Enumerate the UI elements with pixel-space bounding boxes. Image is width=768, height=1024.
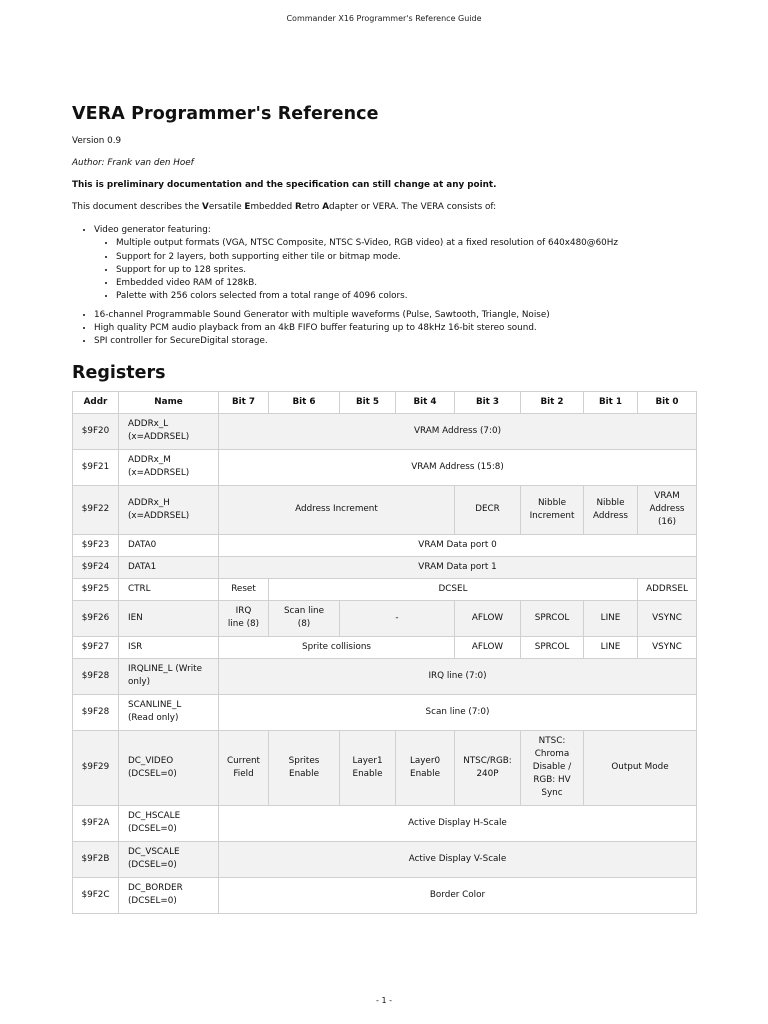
register-address: $9F27 xyxy=(73,636,119,658)
column-header: Bit 6 xyxy=(269,391,340,413)
bit-field-cell: DECR xyxy=(455,485,521,534)
register-address: $9F2C xyxy=(73,877,119,913)
column-header: Bit 3 xyxy=(455,391,521,413)
bit-field-cell: Sprites Enable xyxy=(269,730,340,805)
bit-field-cell: IRQ line (8) xyxy=(219,600,269,636)
register-address: $9F29 xyxy=(73,730,119,805)
column-header: Addr xyxy=(73,391,119,413)
bit-field-cell: Sprite collisions xyxy=(219,636,455,658)
column-header: Bit 4 xyxy=(396,391,455,413)
page-number: - 1 - xyxy=(376,996,392,1005)
table-header-row xyxy=(73,391,697,413)
list-item: • Palette with 256 colors selected from a total range of 4096 colors. xyxy=(116,290,696,303)
bit-field-cell: Border Color xyxy=(219,877,697,913)
bit-field-cell: LINE xyxy=(584,636,638,658)
bit-field-cell: VRAM Address (15:8) xyxy=(219,449,697,485)
bit-field-cell: Scan line (8) xyxy=(269,600,340,636)
table-row xyxy=(73,556,697,578)
bit-field-cell: Layer0 Enable xyxy=(396,730,455,805)
register-name: ADDRx_M (x=ADDRSEL) xyxy=(119,449,219,485)
list-item: • High quality PCM audio playback from an 4kB FIFO buffer featuring up to 48kHz 16-bit stereo sound. xyxy=(94,322,696,335)
table-row xyxy=(73,841,697,877)
document-body xyxy=(72,104,696,914)
table-row xyxy=(73,600,697,636)
list-item: • Support for up to 128 sprites. xyxy=(116,264,696,277)
register-address: $9F26 xyxy=(73,600,119,636)
bit-field-cell: Output Mode xyxy=(584,730,697,805)
table-row xyxy=(73,534,697,556)
bit-field-cell: AFLOW xyxy=(455,600,521,636)
bit-field-cell: Nibble Increment xyxy=(521,485,584,534)
feature-list xyxy=(72,224,696,349)
register-address: $9F22 xyxy=(73,485,119,534)
running-header: Commander X16 Programmer's Reference Guide xyxy=(286,14,482,23)
table-row xyxy=(73,449,697,485)
bit-field-cell: LINE xyxy=(584,600,638,636)
bit-field-cell: Reset xyxy=(219,578,269,600)
list-item: • Video generator featuring: • Multiple output formats (VGA, NTSC Composite, NTSC S-Video, RGB video) at a fixed resolution of 640x480@60Hz • Support for 2 layers, both supporting either tile or bitmap mode. • Support for up to 128 sprites. • Embedded video RAM of 128kB. • Palette with 256 colors selected from a total range of 4096 colors. xyxy=(94,224,696,309)
bit-field-cell: NTSC/RGB: 240P xyxy=(455,730,521,805)
bit-field-cell: VRAM Data port 1 xyxy=(219,556,697,578)
bit-field-cell: Current Field xyxy=(219,730,269,805)
table-row xyxy=(73,805,697,841)
bit-field-cell: VSYNC xyxy=(638,636,697,658)
registers-heading: Registers xyxy=(72,362,166,383)
registers-table xyxy=(72,391,697,914)
bit-field-cell: - xyxy=(340,600,455,636)
table-row xyxy=(73,730,697,805)
intro-paragraph: This document describes the Versatile Embedded Retro Adapter or VERA. The VERA consists of: xyxy=(72,202,497,212)
bit-field-cell: IRQ line (7:0) xyxy=(219,658,697,694)
bit-field-cell: DCSEL xyxy=(269,578,638,600)
register-address: $9F2B xyxy=(73,841,119,877)
bit-field-cell: SPRCOL xyxy=(521,600,584,636)
bit-field-cell: VRAM Data port 0 xyxy=(219,534,697,556)
register-name: CTRL xyxy=(119,578,219,600)
register-name: DATA0 xyxy=(119,534,219,556)
register-name: SCANLINE_L (Read only) xyxy=(119,694,219,730)
list-item: • Multiple output formats (VGA, NTSC Composite, NTSC S-Video, RGB video) at a fixed resolution of 640x480@60Hz xyxy=(116,237,696,250)
register-name: ADDRx_L (x=ADDRSEL) xyxy=(119,413,219,449)
table-row xyxy=(73,578,697,600)
register-name: ADDRx_H (x=ADDRSEL) xyxy=(119,485,219,534)
list-item: • SPI controller for SecureDigital storage. xyxy=(94,335,696,348)
register-address: $9F24 xyxy=(73,556,119,578)
register-name: DC_HSCALE (DCSEL=0) xyxy=(119,805,219,841)
bit-field-cell: SPRCOL xyxy=(521,636,584,658)
bit-field-cell: NTSC: Chroma Disable / RGB: HV Sync xyxy=(521,730,584,805)
video-feature-sublist xyxy=(94,237,696,303)
column-header: Bit 1 xyxy=(584,391,638,413)
list-item: • 16-channel Programmable Sound Generator with multiple waveforms (Pulse, Sawtooth, Triangle, Noise) xyxy=(94,309,696,322)
list-item: • Support for 2 layers, both supporting either tile or bitmap mode. xyxy=(116,251,696,264)
register-name: DC_VSCALE (DCSEL=0) xyxy=(119,841,219,877)
table-row xyxy=(73,413,697,449)
bit-field-cell: Address Increment xyxy=(219,485,455,534)
bit-field-cell: Scan line (7:0) xyxy=(219,694,697,730)
bit-field-cell: ADDRSEL xyxy=(638,578,697,600)
table-row xyxy=(73,658,697,694)
bit-field-cell: Active Display H-Scale xyxy=(219,805,697,841)
column-header: Bit 0 xyxy=(638,391,697,413)
register-address: $9F20 xyxy=(73,413,119,449)
author-text: Author: Frank van den Hoef xyxy=(72,158,194,168)
column-header: Bit 2 xyxy=(521,391,584,413)
list-item: • Embedded video RAM of 128kB. xyxy=(116,277,696,290)
register-name: DC_BORDER (DCSEL=0) xyxy=(119,877,219,913)
disclaimer-text: This is preliminary documentation and the specification can still change at any point. xyxy=(72,180,497,190)
bit-field-cell: VSYNC xyxy=(638,600,697,636)
page-title: VERA Programmer's Reference xyxy=(72,104,379,124)
register-address: $9F2A xyxy=(73,805,119,841)
register-address: $9F25 xyxy=(73,578,119,600)
bit-field-cell: AFLOW xyxy=(455,636,521,658)
bit-field-cell: VRAM Address (16) xyxy=(638,485,697,534)
bit-field-cell: Active Display V-Scale xyxy=(219,841,697,877)
bit-field-cell: Nibble Address xyxy=(584,485,638,534)
table-row xyxy=(73,636,697,658)
column-header: Bit 7 xyxy=(219,391,269,413)
table-row xyxy=(73,694,697,730)
register-address: $9F23 xyxy=(73,534,119,556)
register-name: IRQLINE_L (Write only) xyxy=(119,658,219,694)
register-name: DC_VIDEO (DCSEL=0) xyxy=(119,730,219,805)
bit-field-cell: VRAM Address (7:0) xyxy=(219,413,697,449)
version-text: Version 0.9 xyxy=(72,136,122,146)
register-name: IEN xyxy=(119,600,219,636)
register-address: $9F28 xyxy=(73,658,119,694)
register-address: $9F28 xyxy=(73,694,119,730)
column-header: Bit 5 xyxy=(340,391,396,413)
register-name: ISR xyxy=(119,636,219,658)
column-header: Name xyxy=(119,391,219,413)
table-row xyxy=(73,877,697,913)
register-address: $9F21 xyxy=(73,449,119,485)
table-row xyxy=(73,485,697,534)
bit-field-cell: Layer1 Enable xyxy=(340,730,396,805)
register-name: DATA1 xyxy=(119,556,219,578)
